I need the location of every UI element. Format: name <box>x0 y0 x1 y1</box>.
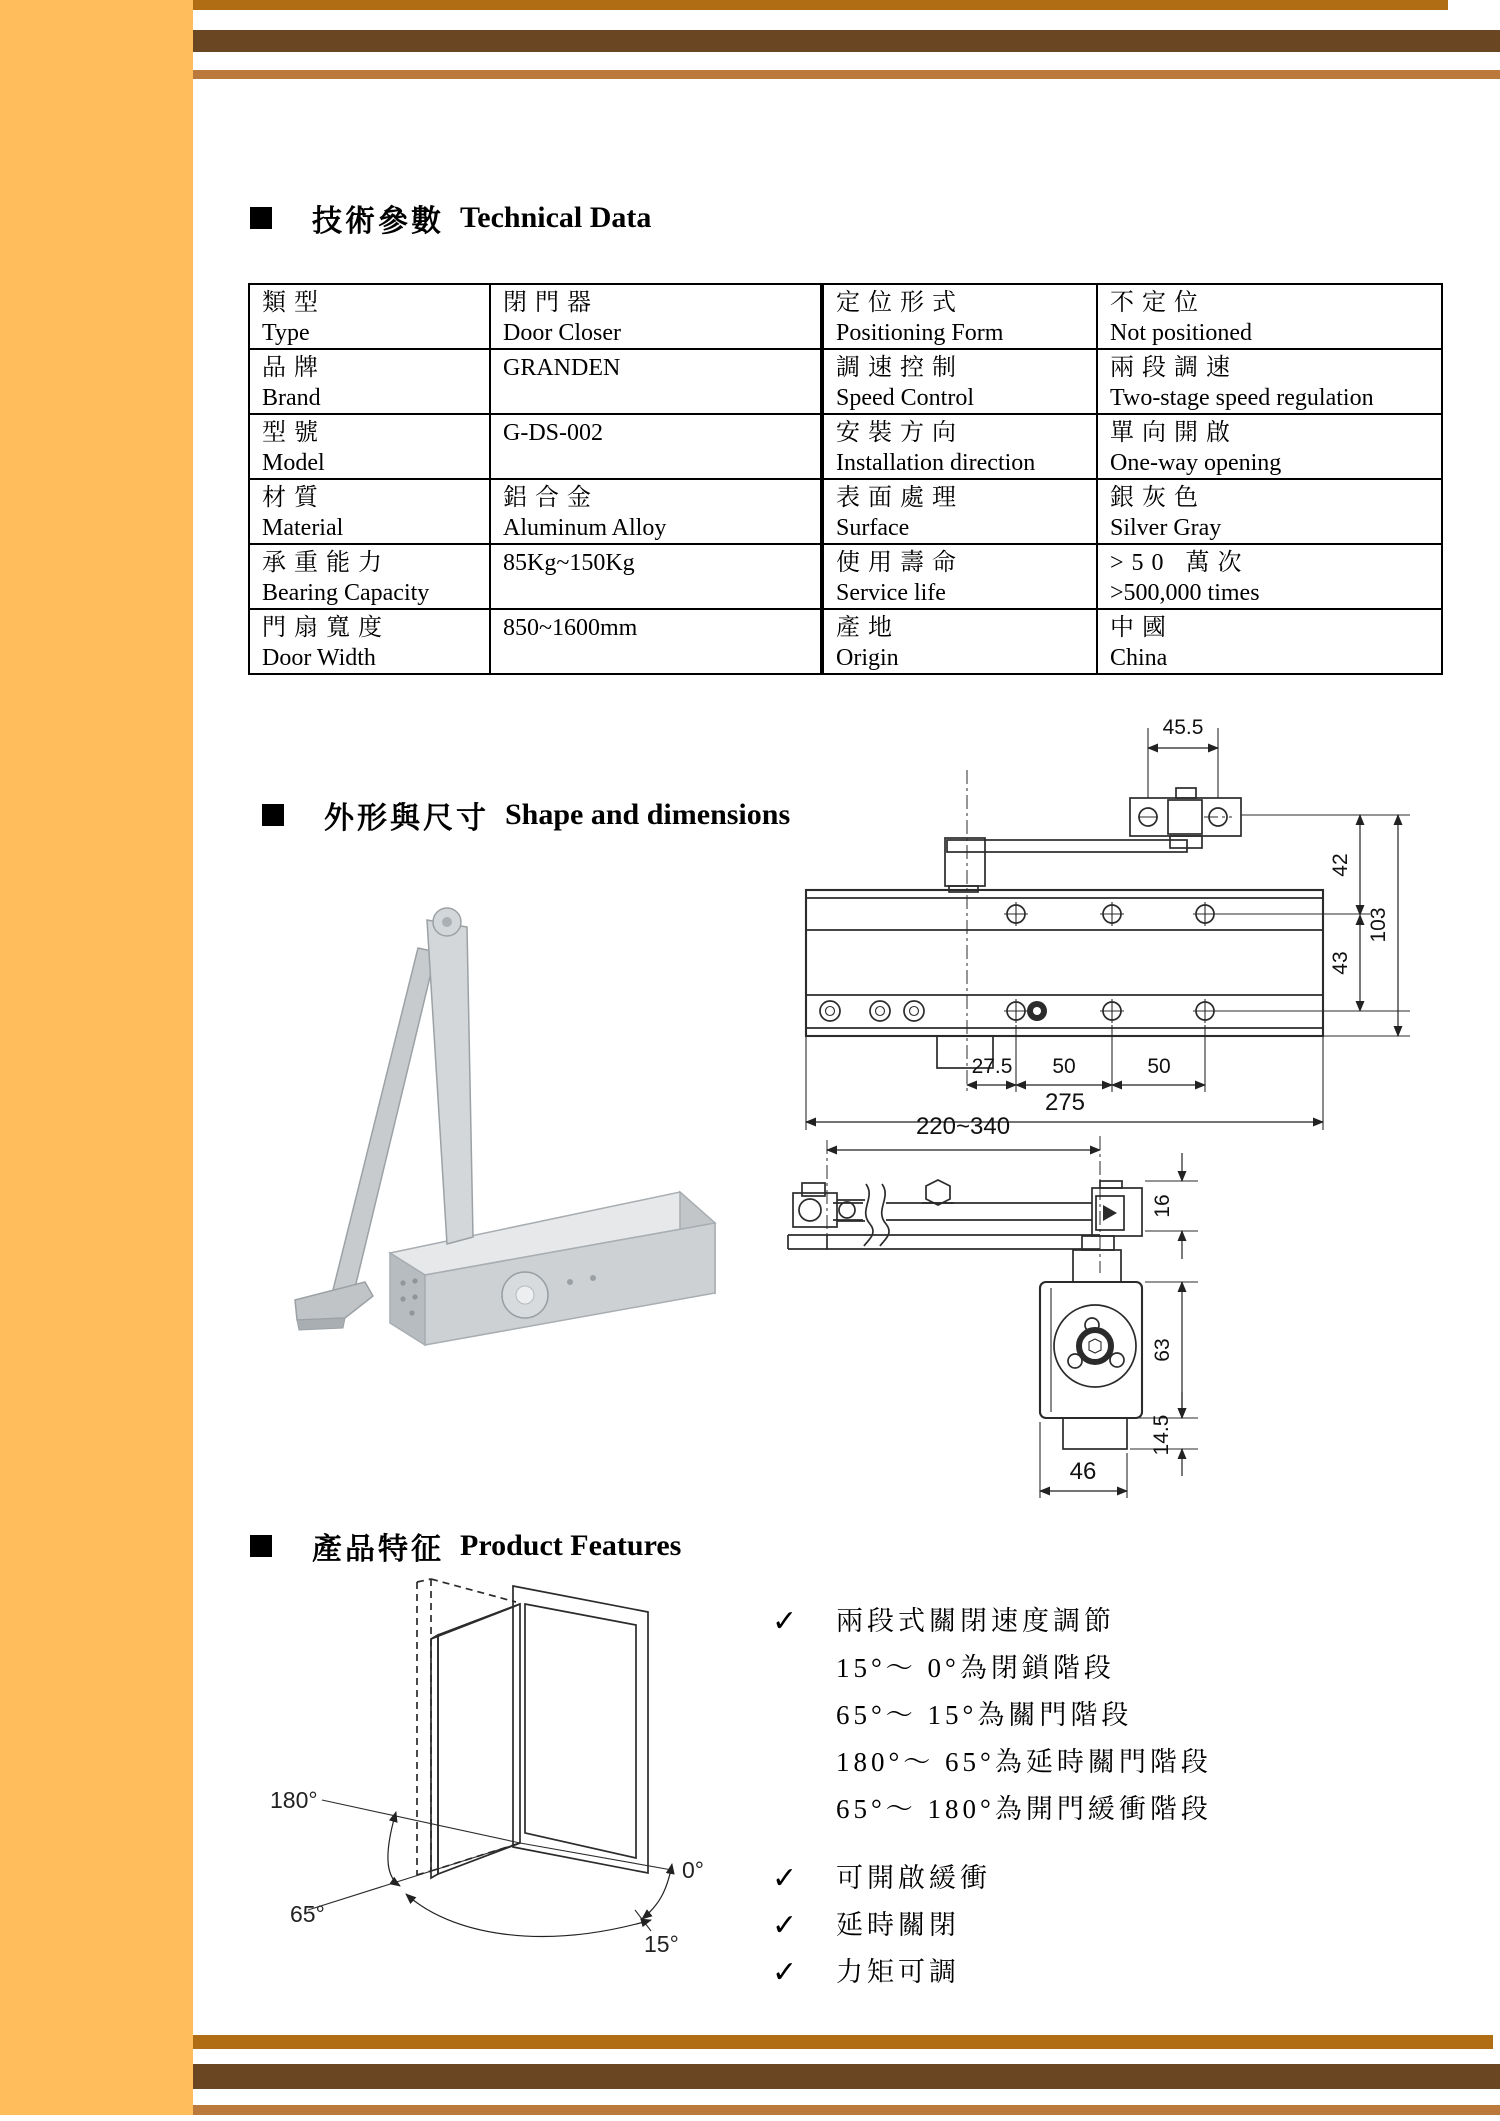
label-en: Bearing Capacity <box>262 580 430 606</box>
dim-label-arm: 16 <box>1151 1194 1174 1218</box>
value-zh: >50 萬次 <box>1110 550 1250 576</box>
label-zh: 調速控制 <box>836 355 964 381</box>
value-zh: 銀灰色 <box>1110 485 1206 511</box>
value-zh: G-DS-002 <box>503 420 603 446</box>
dim-label-total: 275 <box>1044 1089 1086 1116</box>
section-title-zh: 產品特征 <box>312 1533 444 1566</box>
spec-value-cell <box>490 414 821 479</box>
dim-label-right-total: 103 <box>1367 907 1390 943</box>
spec-label-cell <box>249 609 490 674</box>
table-row <box>823 414 1442 479</box>
feature-text: 延時關閉 <box>836 1910 960 1940</box>
feature-text: 力矩可調 <box>836 1957 960 1987</box>
section-title-en: Product Features <box>460 1529 682 1562</box>
feature-text: 15°～ 0°為閉鎖階段 <box>836 1653 1115 1683</box>
label-en: Positioning Form <box>836 320 1004 346</box>
spec-value-cell <box>490 349 821 414</box>
value-en: One-way opening <box>1110 450 1282 476</box>
top-stripe-2 <box>193 30 1500 52</box>
technical-data-table-left <box>248 283 822 675</box>
screw-holes-bottom-row <box>820 999 1217 1023</box>
feature-subitem <box>772 1645 1412 1692</box>
bottom-stripe-3 <box>193 2105 1500 2115</box>
dimension-drawing-side-view <box>770 670 1420 1170</box>
spec-label-cell <box>823 609 1097 674</box>
top-stripe-1 <box>193 0 1448 10</box>
arm-drawing <box>788 1113 1142 1449</box>
spec-label-cell <box>249 414 490 479</box>
angle-label-65: 65° <box>290 1901 325 1927</box>
bottom-stripe-1 <box>193 2035 1493 2049</box>
dim-label-width: 46 <box>1069 1458 1097 1485</box>
spec-label-cell <box>823 414 1097 479</box>
closer-body-drawing <box>806 770 1410 1095</box>
spec-label-cell <box>823 284 1097 349</box>
feature-text: 65°～ 15°為關門階段 <box>836 1700 1133 1730</box>
feature-text: 65°～ 180°為開門緩衝階段 <box>836 1794 1212 1824</box>
feature-item <box>772 1855 1412 1902</box>
value-zh: 中國 <box>1110 615 1174 641</box>
feature-item <box>772 1902 1412 1949</box>
label-zh: 門扇寬度 <box>262 615 390 641</box>
label-en: Installation direction <box>836 450 1036 476</box>
checkmark-icon: ✓ <box>772 1861 798 1896</box>
value-zh: 閉門器 <box>503 290 599 316</box>
label-zh: 使用壽命 <box>836 550 964 576</box>
label-en: Type <box>262 320 310 346</box>
table-row <box>249 349 821 414</box>
dim-label-right-lower: 43 <box>1329 951 1352 975</box>
section-title-en: Technical Data <box>460 201 652 234</box>
value-zh: 85Kg~150Kg <box>503 550 635 576</box>
screw-holes-top-row <box>1004 902 1217 926</box>
spec-value-cell <box>1097 609 1442 674</box>
square-bullet-icon <box>250 207 272 229</box>
spec-value-cell <box>490 609 821 674</box>
door-closer-photo <box>295 908 715 1345</box>
table-row <box>249 544 821 609</box>
spec-value-cell <box>490 284 821 349</box>
dim-label-body: 63 <box>1151 1338 1174 1362</box>
spec-value-cell <box>1097 349 1442 414</box>
section-title-en: Shape and dimensions <box>505 798 791 831</box>
dim-label-length: 220~340 <box>915 1113 1011 1140</box>
label-zh: 材質 <box>262 485 326 511</box>
label-en: Origin <box>836 645 899 671</box>
label-zh: 品牌 <box>262 355 326 381</box>
feature-text: 180°～ 65°為延時關門階段 <box>836 1747 1212 1777</box>
dim-label-bottom-2: 50 <box>1052 1055 1076 1078</box>
table-row <box>249 284 821 349</box>
square-bullet-icon <box>250 1535 272 1557</box>
label-en: Service life <box>836 580 946 606</box>
label-zh: 表面處理 <box>836 485 964 511</box>
value-zh: GRANDEN <box>503 355 621 381</box>
table-row <box>249 479 821 544</box>
label-zh: 安裝方向 <box>836 420 964 446</box>
value-en: Aluminum Alloy <box>503 515 667 541</box>
angle-label-0: 0° <box>682 1857 704 1883</box>
feature-subitem <box>772 1739 1412 1786</box>
label-zh: 定位形式 <box>836 290 964 316</box>
section-heading-shape <box>262 793 790 837</box>
label-zh: 承重能力 <box>262 550 390 576</box>
value-zh: 鋁合金 <box>503 485 599 511</box>
section-heading-features <box>250 1524 681 1568</box>
feature-list <box>772 1598 1412 1996</box>
door-angle-diagram <box>210 1570 750 1990</box>
label-en: Speed Control <box>836 385 974 411</box>
section-title-zh: 外形與尺寸 <box>324 802 489 835</box>
label-en: Material <box>262 515 344 541</box>
section-title-zh: 技術參數 <box>312 205 444 238</box>
label-en: Brand <box>262 385 321 411</box>
dimension-drawing-arm-view <box>770 1098 1270 1518</box>
table-row <box>249 414 821 479</box>
dim-label-bottom-1: 27.5 <box>971 1055 1013 1078</box>
angle-label-180: 180° <box>270 1787 318 1813</box>
spec-label-cell <box>249 544 490 609</box>
dim-label-bottom-3: 50 <box>1147 1055 1171 1078</box>
spec-label-cell <box>823 479 1097 544</box>
spec-label-cell <box>249 479 490 544</box>
feature-item <box>772 1598 1412 1645</box>
dim-label-top: 45.5 <box>1162 716 1204 739</box>
feature-subitem <box>772 1786 1412 1833</box>
square-bullet-icon <box>262 804 284 826</box>
left-accent-band <box>0 0 193 2115</box>
table-row <box>823 479 1442 544</box>
value-en: Two-stage speed regulation <box>1110 385 1374 411</box>
feature-item <box>772 1949 1412 1996</box>
door-panel-open <box>431 1604 520 1878</box>
technical-data-table-right <box>822 283 1443 675</box>
table-row <box>823 284 1442 349</box>
table-row <box>823 349 1442 414</box>
value-zh: 兩段調速 <box>1110 355 1238 381</box>
label-zh: 產地 <box>836 615 900 641</box>
value-en: China <box>1110 645 1168 671</box>
spec-label-cell <box>823 349 1097 414</box>
label-en: Surface <box>836 515 910 541</box>
spec-label-cell <box>249 284 490 349</box>
top-stripe-3 <box>193 70 1500 79</box>
spec-value-cell <box>1097 544 1442 609</box>
spec-value-cell <box>1097 284 1442 349</box>
checkmark-icon: ✓ <box>772 1604 798 1639</box>
spec-label-cell <box>249 349 490 414</box>
value-en: >500,000 times <box>1110 580 1260 606</box>
dim-label-right-upper: 42 <box>1329 853 1352 877</box>
label-en: Model <box>262 450 325 476</box>
value-zh: 850~1600mm <box>503 615 638 641</box>
angle-label-15: 15° <box>644 1931 679 1957</box>
label-en: Door Width <box>262 645 376 671</box>
spec-value-cell <box>490 544 821 609</box>
value-zh: 不定位 <box>1110 290 1206 316</box>
checkmark-icon: ✓ <box>772 1908 798 1943</box>
spec-value-cell <box>1097 479 1442 544</box>
value-en: Silver Gray <box>1110 515 1222 541</box>
feature-text: 可開啟緩衝 <box>836 1863 991 1893</box>
feature-subitem <box>772 1692 1412 1739</box>
spec-value-cell <box>490 479 821 544</box>
angle-rays-and-arcs <box>308 1800 672 1936</box>
product-photo-illustration <box>225 872 735 1372</box>
spec-value-cell <box>1097 414 1442 479</box>
feature-text: 兩段式關閉速度調節 <box>836 1606 1115 1636</box>
table-row <box>823 544 1442 609</box>
value-en: Door Closer <box>503 320 621 346</box>
door-frame <box>513 1586 648 1873</box>
dim-label-foot: 14.5 <box>1150 1414 1173 1456</box>
bottom-stripe-2 <box>193 2064 1500 2089</box>
label-zh: 類型 <box>262 290 326 316</box>
spec-label-cell <box>823 544 1097 609</box>
table-row <box>249 609 821 674</box>
value-zh: 單向開啟 <box>1110 420 1238 446</box>
table-row <box>823 609 1442 674</box>
value-en: Not positioned <box>1110 320 1252 346</box>
section-heading-technical-data <box>250 196 651 240</box>
label-zh: 型號 <box>262 420 326 446</box>
dimension-lines <box>806 716 1398 1130</box>
checkmark-icon: ✓ <box>772 1955 798 1990</box>
